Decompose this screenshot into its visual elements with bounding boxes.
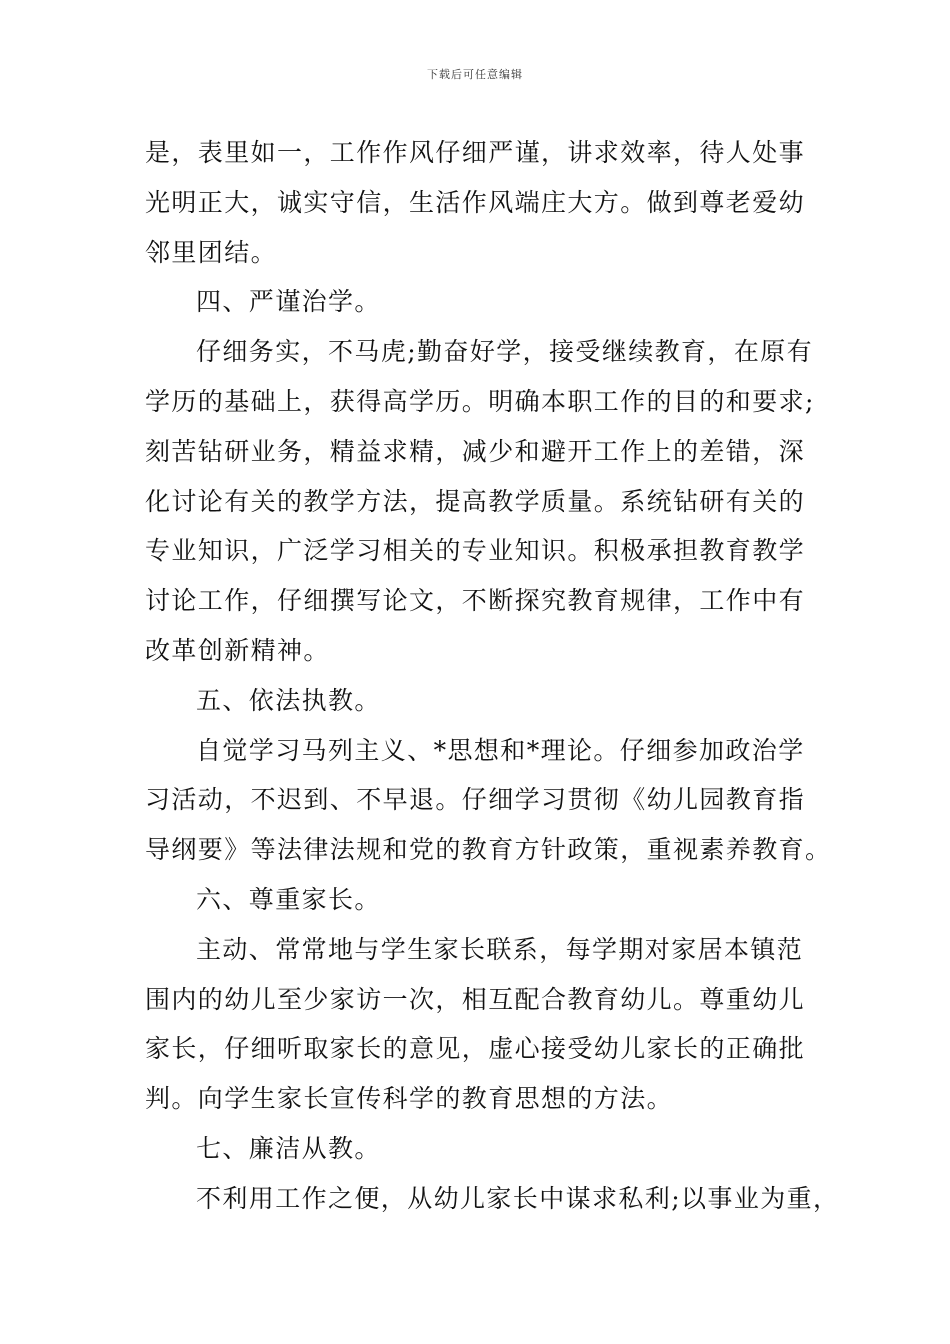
text-line: 判。向学生家长宣传科学的教育思想的方法。 — [145, 1084, 674, 1114]
section-heading: 六、尊重家长。 — [196, 884, 381, 914]
text-line: 专业知识，广泛学习相关的专业知识。积极承担教育教学 — [145, 536, 806, 566]
text-line: 改革创新精神。 — [145, 635, 330, 665]
text-line: 刻苦钻研业务，精益求精，减少和避开工作上的差错，深 — [145, 436, 806, 466]
text-line: 化讨论有关的教学方法，提高教学质量。系统钻研有关的 — [145, 486, 806, 516]
document-body — [145, 128, 840, 1224]
text-line: 不利用工作之便，从幼儿家长中谋求私利;以事业为重， — [196, 1183, 840, 1213]
text-line: 家长，仔细听取家长的意见，虚心接受幼儿家长的正确批 — [145, 1034, 806, 1064]
text-line: 是，表里如一，工作作风仔细严谨，讲求效率，待人处事 — [145, 138, 806, 167]
text-line: 邻里团结。 — [145, 237, 278, 267]
text-line: 习活动，不迟到、不早退。仔细学习贯彻《幼儿园教育指 — [145, 785, 806, 815]
text-line: 主动、常常地与学生家长联系，每学期对家居本镇范 — [196, 934, 804, 964]
text-line: 导纲要》等法律法规和党的教育方针政策，重视素养教育。 — [145, 835, 832, 865]
section-heading: 七、廉洁从教。 — [196, 1133, 381, 1163]
text-line: 光明正大，诚实守信，生活作风端庄大方。做到尊老爱幼 — [145, 187, 806, 217]
section-heading: 四、严谨治学。 — [196, 287, 381, 317]
text-line: 学历的基础上，获得高学历。明确本职工作的目的和要求; — [145, 386, 815, 416]
text-line: 自觉学习马列主义、*思想和*理论。仔细参加政治学 — [196, 735, 805, 765]
text-line: 仔细务实，不马虎;勤奋好学，接受继续教育，在原有 — [196, 337, 814, 367]
section-heading: 五、依法执教。 — [196, 685, 381, 715]
text-line: 围内的幼儿至少家访一次，相互配合教育幼儿。尊重幼儿 — [145, 984, 806, 1014]
page-header: 下载后可任意编辑 — [427, 68, 523, 81]
text-line: 讨论工作，仔细撰写论文，不断探究教育规律，工作中有 — [145, 586, 806, 616]
